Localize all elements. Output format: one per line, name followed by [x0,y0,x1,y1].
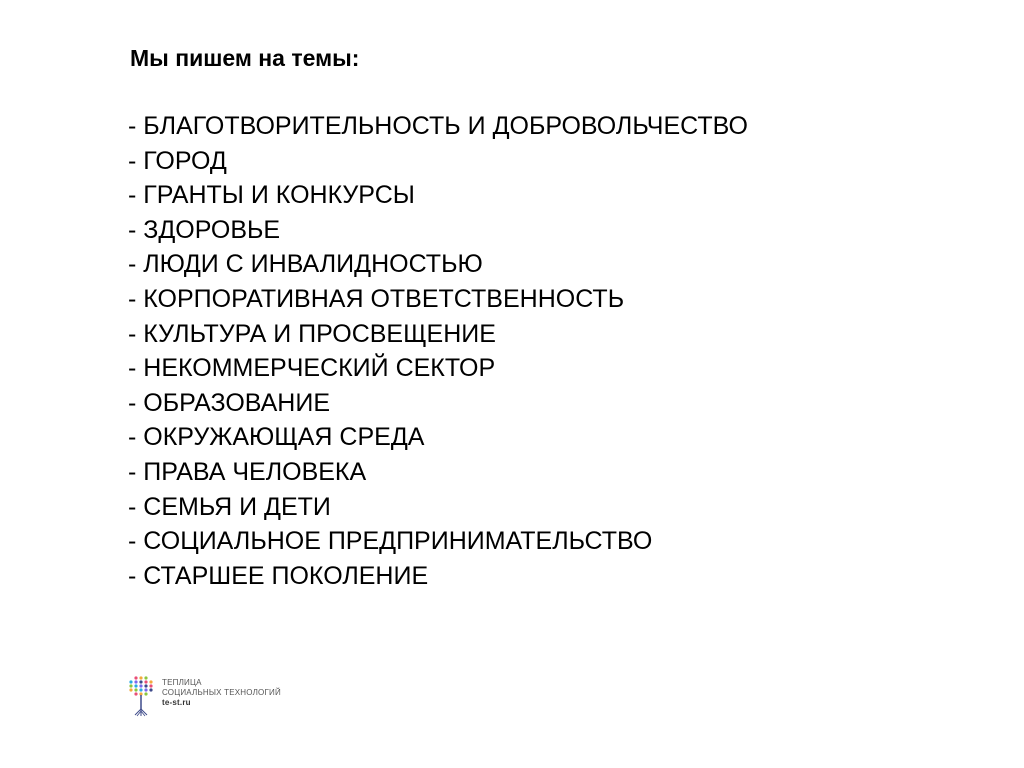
logo-dot [149,680,152,683]
logo-site: te-st.ru [162,698,191,707]
logo-dot [139,684,142,687]
logo-dot [129,680,132,683]
logo-dot [149,684,152,687]
logo-dot [144,680,147,683]
logo-dot [139,680,142,683]
teplitsa-logo [126,675,326,717]
topic-item: - СТАРШЕЕ ПОКОЛЕНИЕ [128,561,429,590]
logo-dot [144,684,147,687]
topic-item: - ГОРОД [128,146,227,175]
topic-item: - ПРАВА ЧЕЛОВЕКА [128,457,367,486]
slide-heading: Мы пишем на темы: [130,45,360,71]
logo-dot [144,692,147,695]
logo-dot [134,688,137,691]
topic-item: - ОБРАЗОВАНИЕ [128,388,331,417]
logo-dot [144,676,147,679]
logo-line-2: СОЦИАЛЬНЫХ ТЕХНОЛОГИЙ [162,688,281,697]
tree-logo-icon [126,675,156,717]
topic-item: - НЕКОММЕРЧЕСКИЙ СЕКТОР [128,354,496,383]
topic-item: - БЛАГОТВОРИТЕЛЬНОСТЬ И ДОБРОВОЛЬЧЕСТВО [128,112,748,140]
topic-item: - СЕМЬЯ И ДЕТИ [128,492,331,521]
logo-dot [134,684,137,687]
topics-list [128,109,748,593]
logo-line-1: ТЕПЛИЦА [162,678,202,687]
logo-dot [134,680,137,683]
logo-dot [129,688,132,691]
topic-item: - ГРАНТЫ И КОНКУРСЫ [128,181,415,210]
logo-dot [134,676,137,679]
logo-dot [129,684,132,687]
topic-item: - СОЦИАЛЬНОЕ ПРЕДПРИНИМАТЕЛЬСТВО [128,527,653,556]
topic-item: - КУЛЬТУРА И ПРОСВЕЩЕНИЕ [128,319,496,348]
logo-dot [139,688,142,691]
topic-item: - ОКРУЖАЮЩАЯ СРЕДА [128,423,425,452]
logo-dot [134,692,137,695]
logo-dot [149,688,152,691]
logo-text [162,678,281,708]
logo-dot [144,688,147,691]
topic-item: - КОРПОРАТИВНАЯ ОТВЕТСТВЕННОСТЬ [128,284,625,313]
topic-item: - ЛЮДИ С ИНВАЛИДНОСТЬЮ [128,250,483,279]
logo-dot [139,676,142,679]
topic-item: - ЗДОРОВЬЕ [128,215,281,244]
